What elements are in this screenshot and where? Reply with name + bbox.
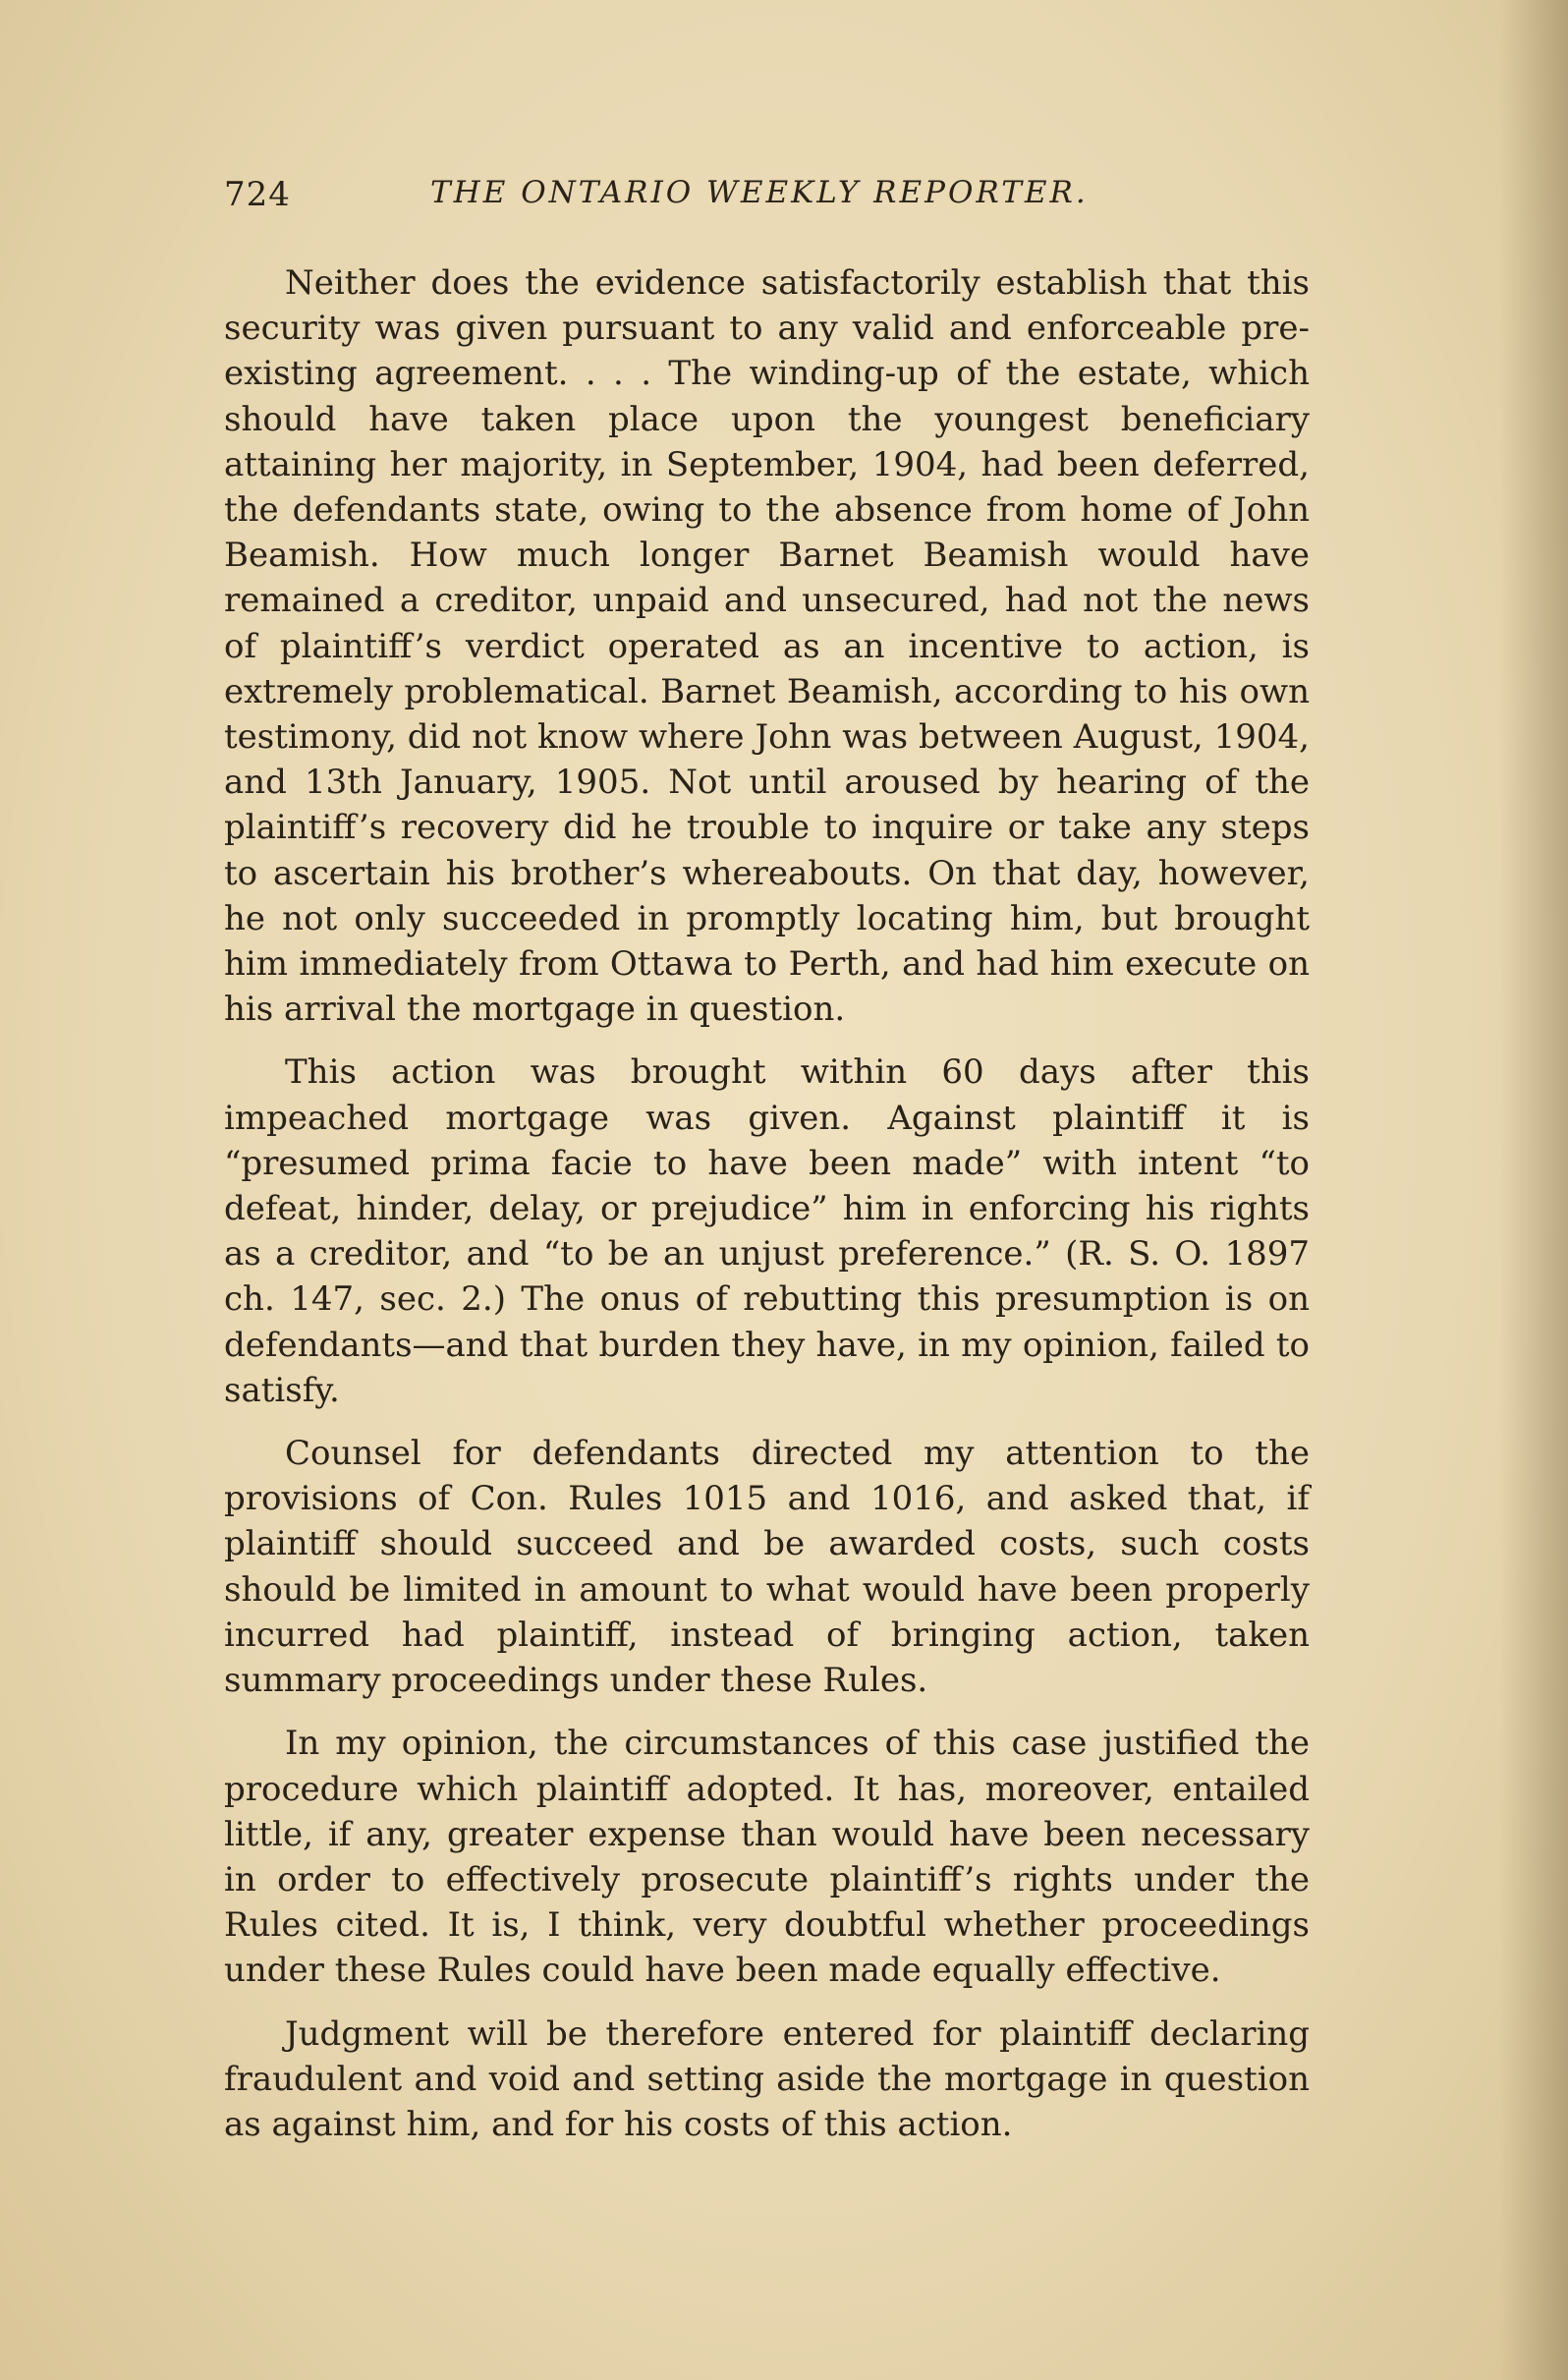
paragraph-judgment: Judgment will be therefore entered for plaintiff declaring fraudulent and void and setting aside the mortgage in question as against him, and for his costs of this action. [224, 2013, 1310, 2144]
page-edge-shadow [1499, 0, 1568, 2380]
paragraph-evidence: Neither does the evidence satisfactorily establish that this security was given pursuant to any valid and enforceable pre-existing agreement. . . . The winding-up of the estate, which should have taken place upon the youngest beneficiary attaining her majority, in September, 1904, had been deferred, the defendants state, owing to the absence from home of John Beamish. How much longer Barnet Beamish would have remained a creditor, unpaid and unsecured, had not the news of plaintiff’s verdict operated as an incentive to action, is extremely problematical. Barnet Beamish, according to his own testimony, did not know where John was between August, 1904, and 13th January, 1905. Not until aroused by hearing of the plaintiff’s recovery did he trouble to inquire or take any steps to ascertain his brother’s whereabouts. On that day, however, he not only succeeded in promptly locating him, but brought him immediately from Ottawa to Perth, and had him execute on his arrival the mortgage in question. [224, 263, 1310, 1030]
paragraph-action-brought: This action was brought within 60 days after this impeached mortgage was given. Against plaintiff it is “presumed prima facie to have been made” with intent “to defeat, hinder, delay, or prejudice” him in enforcing his rights as a creditor, and “to be an unjust preference.” (R. S. O. 1897 ch. 147, sec. 2.) The onus of rebutting this presumption is on defendants—and that burden they have, in my opinion, failed to satisfy. [224, 1052, 1310, 1410]
page-number: 724 [224, 175, 291, 214]
running-title: THE ONTARIO WEEKLY REPORTER. [430, 175, 1089, 210]
paragraph-counsel: Counsel for defendants directed my attention to the provisions of Con. Rules 1015 and 1016, and asked that, if plaintiff should succeed and be awarded costs, such costs should be limited in amount to what would have been properly incurred had plaintiff, instead of bringing action, taken summary proceedings under these Rules. [224, 1434, 1310, 1701]
body-text [224, 260, 1310, 2165]
paragraph-opinion: In my opinion, the circumstances of this case justified the procedure which plaintiff adopted. It has, moreover, entailed little, if any, greater expense than would have been necessary in order to effectively prosecute plaintiff’s rights under the Rules cited. It is, I think, very doubtful whether proceedings under these Rules could have been made equally effective. [224, 1724, 1310, 1991]
page-header [224, 175, 1324, 234]
